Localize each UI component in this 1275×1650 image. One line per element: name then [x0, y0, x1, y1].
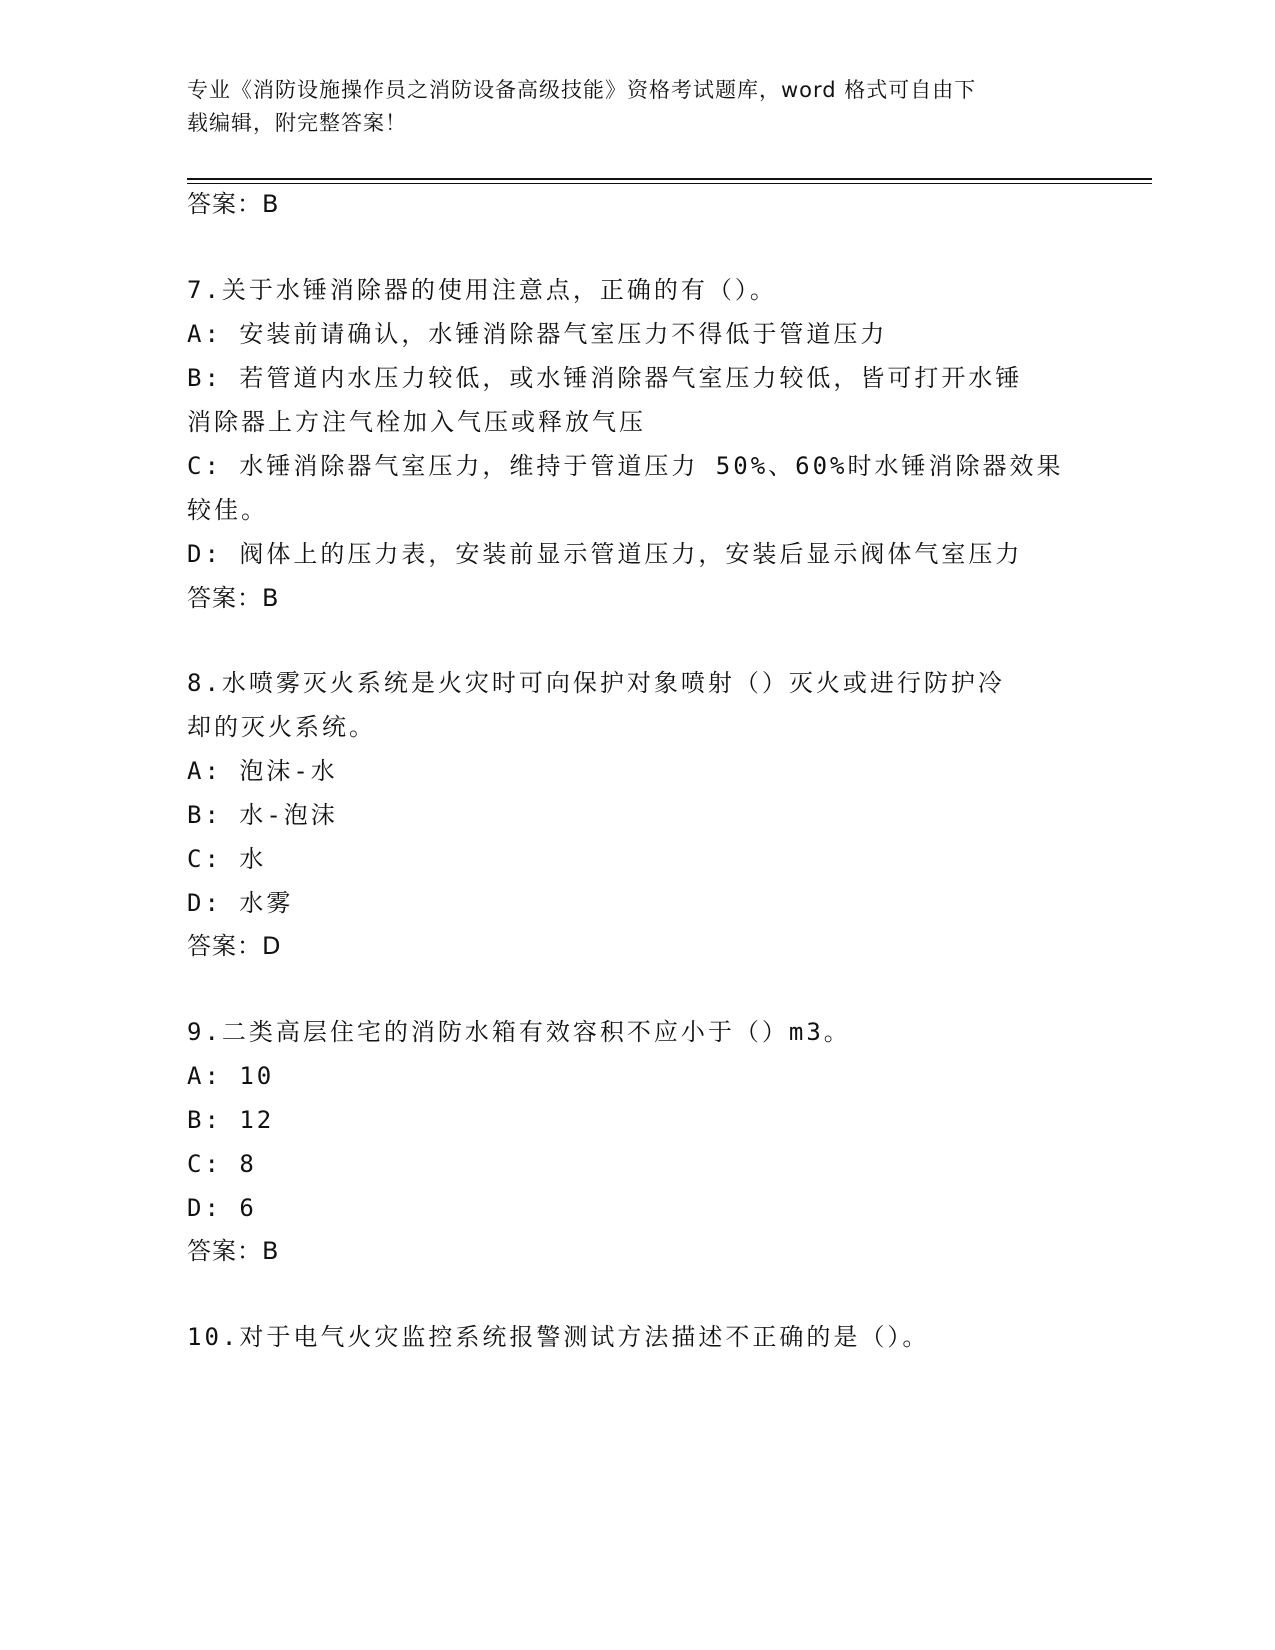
q8-option-c: C: 水 — [187, 845, 267, 873]
q8-option-b: B: 水-泡沫 — [187, 801, 338, 829]
q8-question-line-1: 8.水喷雾灭火系统是火灾时可向保护对象喷射（）灭火或进行防护冷 — [187, 669, 1005, 697]
q7-option-c-line-1: C: 水锤消除器气室压力，维持于管道压力 50%、60%时水锤消除器效果 — [187, 452, 1064, 480]
q7-answer: 答案：B — [187, 584, 280, 612]
q8-option-a: A: 泡沫-水 — [187, 757, 338, 785]
q7-question: 7.关于水锤消除器的使用注意点，正确的有（）。 — [187, 276, 777, 304]
q7-option-b-line-1: B: 若管道内水压力较低，或水锤消除器气室压力较低，皆可打开水锤 — [187, 364, 1023, 392]
header-divider-thin — [187, 183, 1152, 184]
header-line-2: 载编辑，附完整答案！ — [187, 111, 407, 135]
q6-answer: 答案：B — [187, 190, 280, 218]
q9-answer: 答案：B — [187, 1237, 280, 1265]
q8-answer: 答案：D — [187, 932, 282, 960]
q8-option-d: D: 水雾 — [187, 889, 294, 917]
q9-option-c: C: 8 — [187, 1150, 257, 1178]
header-divider-thick — [187, 178, 1152, 180]
q9-option-a: A: 10 — [187, 1062, 275, 1090]
q7-option-a: A: 安装前请确认，水锤消除器气室压力不得低于管道压力 — [187, 320, 888, 348]
q7-option-d: D: 阀体上的压力表，安装前显示管道压力，安装后显示阀体气室压力 — [187, 540, 1023, 568]
q7-option-c-line-2: 较佳。 — [187, 496, 268, 524]
q9-option-b: B: 12 — [187, 1106, 275, 1134]
q9-question: 9.二类高层住宅的消防水箱有效容积不应小于（）m3。 — [187, 1018, 851, 1046]
document-header — [187, 74, 1087, 140]
q8-question-line-2: 却的灭火系统。 — [187, 713, 376, 741]
q10-question: 10.对于电气火灾监控系统报警测试方法描述不正确的是（）。 — [187, 1323, 930, 1351]
q9-option-d: D: 6 — [187, 1194, 257, 1222]
header-line-1: 专业《消防设施操作员之消防设备高级技能》资格考试题库，word 格式可自由下 — [187, 78, 977, 102]
q7-option-b-line-2: 消除器上方注气栓加入气压或释放气压 — [187, 408, 646, 436]
